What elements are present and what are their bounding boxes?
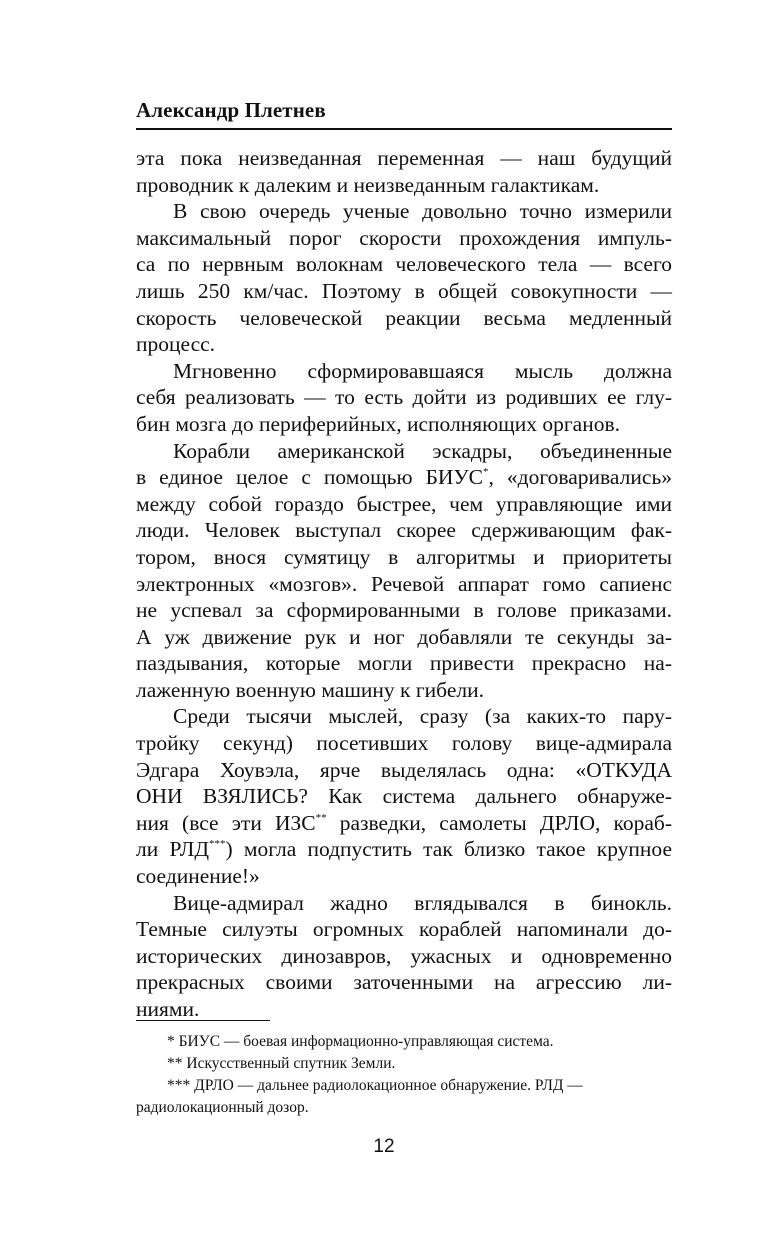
text-line xyxy=(136,464,672,491)
text-line: между собой гораздо быстрее, чем управляющие ими xyxy=(136,491,672,516)
text-line: А уж движение рук и ног добавляли те секунды за- xyxy=(136,624,672,649)
text-fragment: ния (все эти ИЗС xyxy=(136,810,316,835)
text-line: Вице-адмирал жадно вглядывался в бинокль. xyxy=(173,890,672,915)
text-line xyxy=(136,810,672,837)
text-line: са по нервным волокнам человеческого тела — всего xyxy=(136,252,672,277)
text-fragment: в единое целое с помощью БИУС xyxy=(136,465,484,490)
text-line: проводник к далеким и неизведанным галактикам. xyxy=(136,172,600,197)
text-line: Мгновенно сформировавшаяся мысль должна xyxy=(173,358,672,383)
footnote-3: *** ДРЛО — дальнее радиолокационное обнаружение. РЛД — xyxy=(167,1077,583,1094)
text-line xyxy=(136,836,672,863)
text-line: скорость человеческой реакции весьма медленный xyxy=(136,305,672,330)
main-text xyxy=(136,145,672,1023)
footnote-1: * БИУС — боевая информационно-управляющая система. xyxy=(167,1033,554,1050)
text-line: процесс. xyxy=(136,332,216,357)
paragraph-6 xyxy=(136,890,672,1023)
text-line: В свою очередь ученые довольно точно измерили xyxy=(173,199,672,224)
text-fragment: разведки, самолеты ДРЛО, кораб- xyxy=(326,810,672,835)
text-line: электронных «мозгов». Речевой аппарат гомо сапиенс xyxy=(136,571,672,596)
text-line: тройку секунд) посетивших голову вице-адмирала xyxy=(136,731,672,756)
page-number: 12 xyxy=(373,1136,395,1157)
text-line: Темные силуэты огромных кораблей напоминали до- xyxy=(136,917,672,942)
running-header xyxy=(136,96,672,130)
footnote-3-continued: радиолокационный дозор. xyxy=(136,1099,309,1116)
text-line: паздывания, которые могли привести прекрасно на- xyxy=(136,651,672,676)
text-line: не успевал за сформированными в голове приказами. xyxy=(136,598,672,623)
text-fragment: , «договаривались» xyxy=(488,465,672,490)
footnote-marker: *** xyxy=(209,838,226,851)
paragraph-4 xyxy=(136,438,672,704)
footnote-divider xyxy=(136,1020,270,1021)
text-line: люди. Человек выступал скорее сдерживающим фак- xyxy=(136,518,672,543)
paragraph-5 xyxy=(136,703,672,889)
text-line: эта пока неизведанная переменная — наш будущий xyxy=(136,146,672,170)
text-fragment: ли РЛД xyxy=(136,837,210,862)
text-line: соединение!» xyxy=(136,864,260,889)
paragraph-3 xyxy=(136,358,672,438)
text-line: исторических динозавров, ужасных и одновременно xyxy=(136,943,672,968)
text-line: лаженную военную машину к гибели. xyxy=(136,677,484,702)
text-line: прекрасных своими заточенными на агрессию ли- xyxy=(136,970,672,995)
text-line: себя реализовать — то есть дойти из родивших ее глу- xyxy=(136,385,672,410)
paragraph-1 xyxy=(136,145,672,198)
paragraph-2 xyxy=(136,198,672,358)
text-line: лишь 250 км/час. Поэтому в общей совокупности — xyxy=(136,278,672,303)
footnote-marker: * xyxy=(483,466,489,479)
text-line: тором, внося сумятицу в алгоритмы и приоритеты xyxy=(136,544,672,569)
author-name: Александр Плетнев xyxy=(136,98,326,122)
text-line: Среди тысячи мыслей, сразу (за каких-то пару- xyxy=(173,704,672,729)
text-line: Корабли американской эскадры, объединенные xyxy=(173,438,672,463)
text-line: ниями. xyxy=(136,997,200,1021)
text-line: ОНИ ВЗЯЛИСЬ? Как система дальнего обнаруже- xyxy=(136,784,672,809)
text-fragment: ) могла подпустить так близко такое крупное xyxy=(225,837,672,862)
footnote-marker: ** xyxy=(315,811,327,824)
text-line: бин мозга до периферийных, исполняющих органов. xyxy=(136,411,621,436)
text-line: максимальный порог скорости прохождения импуль- xyxy=(136,225,672,250)
footnotes xyxy=(136,1031,672,1119)
text-line: Эдгара Хоувэла, ярче выделялась одна: «ОТКУДА xyxy=(136,757,672,782)
footnote-2: ** Искусственный спутник Земли. xyxy=(167,1055,396,1072)
